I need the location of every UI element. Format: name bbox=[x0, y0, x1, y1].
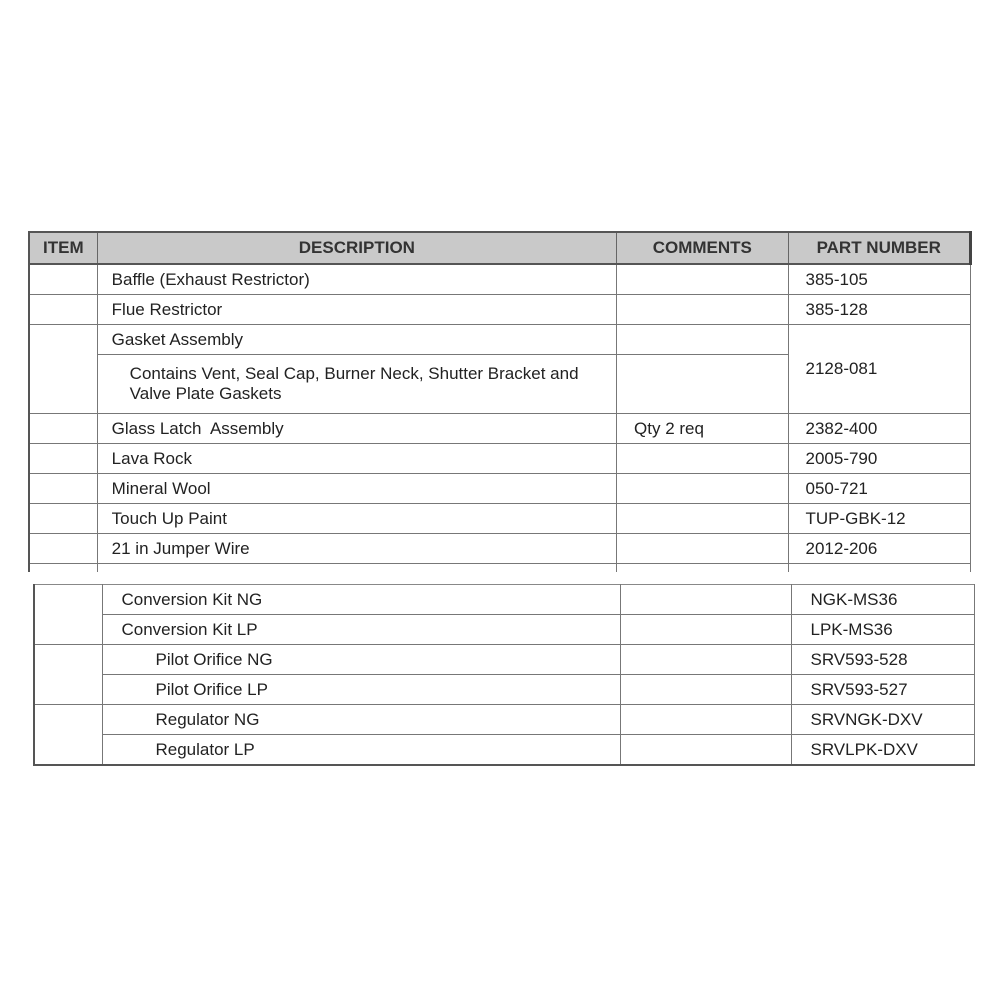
header-comments: COMMENTS bbox=[617, 232, 788, 264]
comments-cell bbox=[617, 355, 788, 414]
table-row bbox=[29, 414, 971, 444]
item-cell bbox=[29, 474, 97, 504]
item-cell bbox=[29, 414, 97, 444]
table-row bbox=[34, 675, 974, 705]
part-number-cell: SRV593-528 bbox=[791, 645, 974, 675]
part-number-cell: 2005-790 bbox=[788, 444, 971, 474]
table-row bbox=[29, 504, 971, 534]
table-row-cut bbox=[29, 564, 971, 573]
description-cell: Conversion Kit NG bbox=[102, 585, 620, 615]
table-row bbox=[34, 645, 974, 675]
part-number-cell: SRV593-527 bbox=[791, 675, 974, 705]
part-number-cell: NGK-MS36 bbox=[791, 585, 974, 615]
description-cell: Lava Rock bbox=[97, 444, 616, 474]
table-row bbox=[29, 325, 971, 355]
part-number-cell: LPK-MS36 bbox=[791, 615, 974, 645]
comments-cell bbox=[620, 735, 791, 766]
table-row bbox=[29, 295, 971, 325]
description-cell: Touch Up Paint bbox=[97, 504, 616, 534]
comments-cell bbox=[620, 705, 791, 735]
header-item: ITEM bbox=[29, 232, 97, 264]
description-cell: Conversion Kit LP bbox=[102, 615, 620, 645]
item-cell bbox=[34, 705, 102, 766]
part-number-cell: 385-105 bbox=[788, 264, 971, 295]
part-number-cell: TUP-GBK-12 bbox=[788, 504, 971, 534]
part-number-cell: 2128-081 bbox=[788, 325, 971, 414]
description-cell: Flue Restrictor bbox=[97, 295, 616, 325]
header-row bbox=[29, 232, 971, 264]
part-number-cell: 050-721 bbox=[788, 474, 971, 504]
description-cell bbox=[97, 564, 616, 573]
comments-cell bbox=[620, 585, 791, 615]
description-cell: Baffle (Exhaust Restrictor) bbox=[97, 264, 616, 295]
description-cell: 21 in Jumper Wire bbox=[97, 534, 616, 564]
part-number-cell: SRVNGK-DXV bbox=[791, 705, 974, 735]
item-cell bbox=[29, 444, 97, 474]
comments-cell bbox=[617, 504, 788, 534]
description-cell: Regulator LP bbox=[102, 735, 620, 766]
description-cell: Pilot Orifice NG bbox=[102, 645, 620, 675]
description-cell: Regulator NG bbox=[102, 705, 620, 735]
comments-cell bbox=[617, 564, 788, 573]
description-cell: Mineral Wool bbox=[97, 474, 616, 504]
description-note-cell: Contains Vent, Seal Cap, Burner Neck, Shutter Bracket and Valve Plate Gaskets bbox=[97, 355, 616, 414]
comments-cell bbox=[617, 295, 788, 325]
header-part-number: PART NUMBER bbox=[788, 232, 971, 264]
comments-cell bbox=[617, 474, 788, 504]
item-cell bbox=[29, 264, 97, 295]
item-cell bbox=[29, 534, 97, 564]
comments-cell bbox=[617, 325, 788, 355]
table-row bbox=[34, 585, 974, 615]
table-row bbox=[29, 444, 971, 474]
part-number-cell: 385-128 bbox=[788, 295, 971, 325]
item-cell bbox=[34, 645, 102, 705]
part-number-cell: SRVLPK-DXV bbox=[791, 735, 974, 766]
comments-cell bbox=[620, 645, 791, 675]
item-cell bbox=[29, 504, 97, 534]
comments-cell bbox=[620, 615, 791, 645]
item-cell bbox=[34, 585, 102, 645]
item-cell bbox=[29, 564, 97, 573]
table-row bbox=[34, 615, 974, 645]
item-cell bbox=[29, 295, 97, 325]
table-row bbox=[34, 735, 974, 766]
description-cell: Gasket Assembly bbox=[97, 325, 616, 355]
description-cell: Pilot Orifice LP bbox=[102, 675, 620, 705]
conversion-parts-table bbox=[33, 584, 975, 766]
table-row bbox=[29, 264, 971, 295]
comments-cell: Qty 2 req bbox=[617, 414, 788, 444]
part-number-cell: 2382-400 bbox=[788, 414, 971, 444]
item-cell bbox=[29, 325, 97, 414]
table-row bbox=[34, 705, 974, 735]
header-description: DESCRIPTION bbox=[97, 232, 616, 264]
part-number-cell: 2012-206 bbox=[788, 534, 971, 564]
part-number-cell bbox=[788, 564, 971, 573]
comments-cell bbox=[617, 264, 788, 295]
description-cell: Glass Latch Assembly bbox=[97, 414, 616, 444]
table-row bbox=[29, 534, 971, 564]
parts-table bbox=[28, 231, 972, 572]
comments-cell bbox=[617, 444, 788, 474]
comments-cell bbox=[617, 534, 788, 564]
table-row bbox=[29, 474, 971, 504]
comments-cell bbox=[620, 675, 791, 705]
